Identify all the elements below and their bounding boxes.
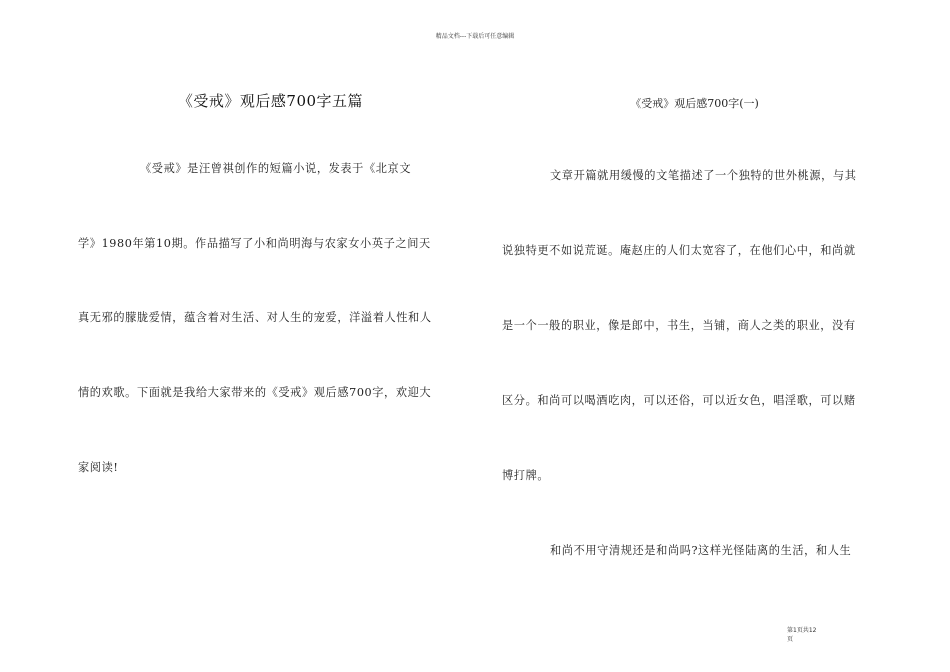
left-paragraph-line: 真无邪的朦胧爱情，蕴含着对生活、对人生的宠爱，洋溢着人性和人 xyxy=(78,311,432,324)
page-header: 精品文档---下载后可任意编辑 xyxy=(435,33,515,40)
right-paragraph-line: 说独特更不如说荒诞。庵赵庄的人们太宽容了，在他们心中，和尚就 xyxy=(502,244,856,257)
left-paragraph-line: 家阅读! xyxy=(78,461,119,474)
left-paragraph-line: 《受戒》是汪曾祺创作的短篇小说，发表于《北京文 xyxy=(140,162,412,175)
page-number-line: 第1页共12 xyxy=(787,627,817,634)
document-title: 《受戒》观后感700字五篇 xyxy=(177,92,364,110)
right-paragraph-line: 和尚不用守清规还是和尚吗?这样光怪陆离的生活，和人生 xyxy=(550,544,852,557)
left-paragraph-line: 学》1980年第10期。作品描写了小和尚明海与农家女小英子之间天 xyxy=(78,237,431,250)
right-paragraph-line: 区分。和尚可以喝酒吃肉，可以还俗，可以近女色，唱淫歌，可以赌 xyxy=(502,394,856,407)
right-paragraph-line: 文章开篇就用缓慢的文笔描述了一个独特的世外桃源，与其 xyxy=(550,169,857,182)
right-paragraph-line: 博打牌。 xyxy=(502,469,550,482)
page-number-line: 页 xyxy=(787,636,794,643)
left-paragraph-line: 情的欢歌。下面就是我给大家带来的《受戒》观后感700字，欢迎大 xyxy=(78,386,432,399)
section-title: 《受戒》观后感700字(一) xyxy=(630,97,759,110)
page-number xyxy=(787,626,847,644)
right-paragraph-line: 是一个一般的职业，像是郎中，书生，当铺，商人之类的职业，没有 xyxy=(502,319,856,332)
